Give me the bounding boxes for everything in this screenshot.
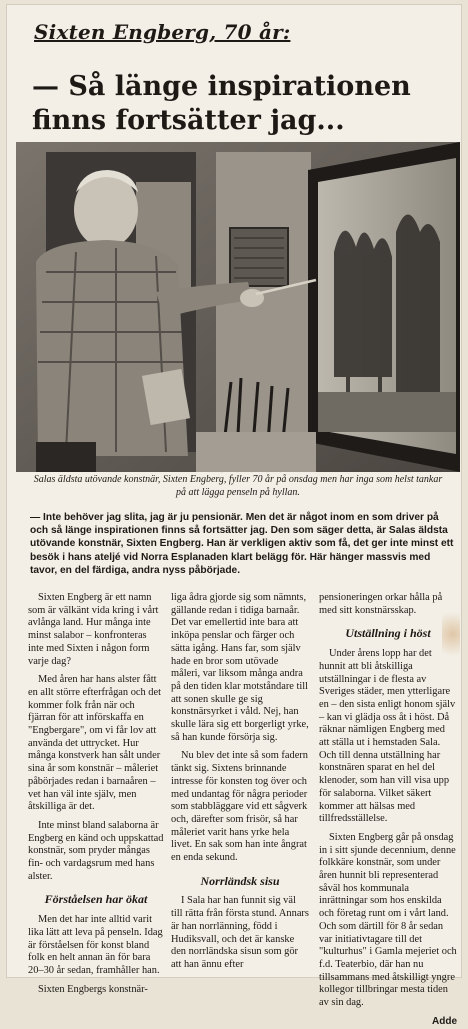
paragraph: liga ådra gjorde sig som nämnts, gällande redan i tidiga barnaår. Det var emellertid inte bara att inköpa penslar och färger och sätta igång. Hans far, som själv hade en bror som utövade måleri, var liksom många andra på den tiden klar motståndare till att sonen skulle ge sig konstnärsyrket i våld. Nej, han skulle lära sig ett borgerligt yrke, så han kunde försörja sig. xyxy=(171,592,309,743)
painter-at-easel-illustration xyxy=(16,142,460,472)
article-lead: — Inte behöver jag slita, jag är ju pensionär. Men det är något inom en som driver på och så länge inspirationen finns så fortsätter jag. Den som säger detta, är Salas äldsta utövande konstnär, Sixten Engberg. Han är verkligen aktiv som få, det ger inte minst ett besök i hans ateljé vid Norra Esplanaden klart belägg för. Här hänger massvis med tavor, en del färdiga, andra nyss påbörjade. xyxy=(30,512,454,576)
paragraph: Sixten Engbergs konstnär- xyxy=(38,983,148,995)
author-signature: Adde xyxy=(432,1015,457,1027)
article-kicker: Sixten Engberg, 70 år: xyxy=(34,20,291,44)
column-2 xyxy=(171,592,309,978)
paragraph: pensioneringen orkar hålla på med sitt konstnärsskap. xyxy=(319,592,443,616)
paragraph: Med åren har hans alster fått en allt större efterfrågan och det kommer folk från när och fjärran för att införskaffa en "Engbergare", om vi får lov att använda det uttrycket. Hur många konstverk han sålt under sina år som konstnär – måleriet påbörjades redan i barnaåren – vet han väl inte själv, men åtskilliga är det. xyxy=(28,674,161,813)
newspaper-clipping xyxy=(6,4,462,1027)
article-photo xyxy=(16,142,460,472)
photo-caption: Salas äldsta utövande konstnär, Sixten Engberg, fyller 70 år på onsdag men har inga som helst tankar på att lägga penseln på hyllan. xyxy=(33,474,443,498)
subheading: Förståelsen har ökat xyxy=(44,892,148,907)
paragraph: Men det har inte alltid varit lika lätt att leva på penseln. Idag är förståelsen för konst bland folk en helt annan än för bara 20–30 år sedan, framhåller han. xyxy=(28,914,163,976)
column-1 xyxy=(28,592,164,1002)
paragraph: Inte minst bland salaborna är Engberg en känd och uppskattad konstnär, som pryder mångas fin- och vardagsrum med hans alster. xyxy=(28,819,164,882)
paragraph: Under årens lopp har det hunnit att bli åtskilliga utställningar i de flesta av Sveriges städer, men ytterligare en – den sista enligt honom själv – kan vi glädja oss åt i höst. Då räknar nämligen Engberg med att ställa ut i hemstaden Sala. Och till denna utställning har konstnären sparat en hel del klenoder, som han vill visa upp för salaborna. Vilket säkert kommer att hälsas med tillfredsställelse. xyxy=(319,648,456,825)
article-headline: — Så länge inspirationen finns fortsätter jag... xyxy=(32,71,411,136)
subheading: Norrländsk sisu xyxy=(200,873,280,888)
paragraph: Sixten Engberg är ett namn som är välkänt vida kring i vårt avlånga land. Hur många inte minst salabor – konfronteras inte med Sixten i någon form varje dag? xyxy=(28,592,159,667)
paragraph: Nu blev det inte så som fadern tänkt sig. Sixtens brinnande intresse för konsten tog över och med undantag för några perioder som stabbläggare vid ett sågverk och, därefter som frisör, så har måleriet varit hans yrke hela livet. En sak som han inte ångrat en enda sekund. xyxy=(171,750,308,864)
subheading: Utställning i höst xyxy=(345,626,431,641)
paper-stain xyxy=(442,604,460,664)
paragraph: I Sala har han funnit sig väl till rätta från första stund. Annars är han norrlänning, född i Hudiksvall, och det är kanske den norrländska sisun som gör att han ännu efter xyxy=(171,895,309,970)
column-3 xyxy=(319,592,457,1029)
paragraph: Sixten Engberg går på onsdag in i sitt sjunde decennium, denne folkkäre konstnär, som under åren hunnit bli representerad såväl hos kommunala inrättningar som hos enskilda och företag runt om i vårt land. Och som därtill för 8 år sedan var initiativtagare till det "kulturhus" i Gamla mejeriet och f.d. Teaterbio, där han nu tillsammans med åtskilligt yngre kollegor tillbringar mesta tiden av sin dag. xyxy=(319,831,457,1009)
